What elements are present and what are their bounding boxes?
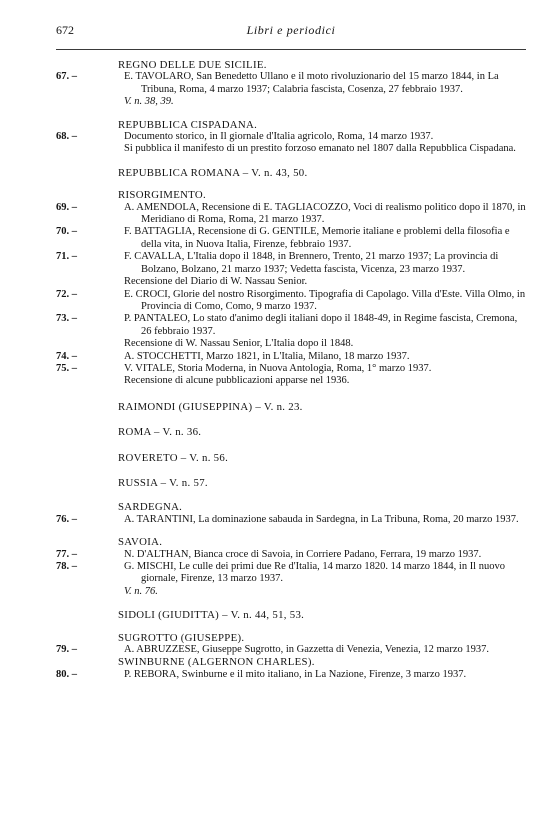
entry-text: P. PANTALEO, Lo stato d'animo degli italiani dopo il 1848-49, in Regime fascista, Cremona, 26 febbraio 1937. bbox=[124, 313, 518, 337]
entry-73 bbox=[56, 313, 526, 350]
section-heading-russia: RUSSIA – V. n. 57. bbox=[118, 476, 208, 489]
entry-71 bbox=[56, 251, 526, 288]
entry-number: 68. – bbox=[56, 131, 77, 143]
entry-text: N. D'ALTHAN, Bianca croce di Savoia, in Corriere Padano, Ferrara, 19 marzo 1937. bbox=[124, 548, 482, 560]
section-heading: SUGROTTO (GIUSEPPE). bbox=[118, 631, 245, 644]
section-heading-raimondi: RAIMONDI (GIUSEPPINA) – V. n. 23. bbox=[118, 400, 303, 413]
section-risorgimento bbox=[56, 189, 526, 388]
entry-75 bbox=[56, 363, 526, 388]
entry-text: E. CROCI, Glorie del nostro Risorgimento. Tipografia di Capolago. Villa d'Este. Villa Olmo, in Provincia di Como, Como, 9 marzo 1937. bbox=[124, 288, 526, 312]
entry-text: A. AMENDOLA, Recensione di E. TAGLIACOZZO, Voci di realismo politico dopo il 1870, in Meridiano di Roma, Roma, 21 marzo 1937. bbox=[124, 201, 526, 226]
entry-number: 69. – bbox=[56, 201, 77, 213]
entry-68 bbox=[56, 131, 526, 156]
entry-note: V. n. 76. bbox=[124, 585, 158, 597]
section-regno-delle-due-sicilie bbox=[56, 59, 526, 109]
entry-text: P. REBORA, Swinburne e il mito italiano, in La Nazione, Firenze, 3 marzo 1937. bbox=[124, 668, 467, 680]
entry-text: E. TAVOLARO, San Benedetto Ullano e il moto rivoluzionario del 15 marzo 1844, in La Tribuna, Roma, 4 marzo 1937; Calabria fascista, Cosenza, 27 febbraio 1937. bbox=[124, 71, 499, 95]
running-head: Libri e periodici bbox=[246, 23, 336, 37]
entry-text: Documento storico, in Il giornale d'Italia agricolo, Roma, 14 marzo 1937. bbox=[124, 131, 434, 143]
section-sugrotto bbox=[56, 632, 526, 657]
entry-number: 79. – bbox=[56, 644, 77, 656]
entry-number: 77. – bbox=[56, 548, 77, 560]
section-heading: SAVOIA. bbox=[118, 536, 163, 549]
section-heading-rovereto: ROVERETO – V. n. 56. bbox=[118, 451, 229, 464]
section-heading-sidoli: SIDOLI (GIUDITTA) – V. n. 44, 51, 53. bbox=[118, 609, 305, 622]
entry-77 bbox=[56, 549, 526, 561]
entry-number: 75. – bbox=[56, 362, 77, 374]
entry-note: Recensione del Diario di W. Nassau Senior. bbox=[124, 276, 308, 288]
bibliography-list bbox=[56, 59, 526, 681]
entry-text: A. TARANTINI, La dominazione sabauda in Sardegna, in La Tribuna, Roma, 20 marzo 1937. bbox=[124, 513, 519, 525]
entry-79 bbox=[56, 644, 526, 656]
section-swinburne bbox=[56, 656, 526, 681]
entry-number: 80. – bbox=[56, 668, 77, 680]
entry-note: V. n. 38, 39. bbox=[124, 96, 174, 108]
entry-74 bbox=[56, 351, 526, 363]
entry-69 bbox=[56, 202, 526, 227]
section-heading: REGNO DELLE DUE SICILIE. bbox=[118, 59, 267, 71]
entry-text: V. VITALE, Storia Moderna, in Nuova Antologia, Roma, 1° marzo 1937. bbox=[124, 362, 432, 374]
entry-note: Recensione di alcune pubblicazioni apparse nel 1936. bbox=[124, 375, 350, 387]
entry-number: 67. – bbox=[56, 71, 77, 83]
page-number: 672 bbox=[56, 23, 74, 37]
entry-number: 72. – bbox=[56, 288, 77, 300]
entry-67 bbox=[56, 71, 526, 108]
entry-76 bbox=[56, 514, 526, 526]
section-repubblica-cispadana bbox=[56, 119, 526, 156]
entry-80 bbox=[56, 669, 526, 681]
section-heading-repubblica-romana: REPUBBLICA ROMANA – V. n. 43, 50. bbox=[118, 166, 308, 179]
section-heading: SARDEGNA. bbox=[118, 501, 183, 514]
entry-number: 71. – bbox=[56, 251, 77, 263]
entry-number: 74. – bbox=[56, 350, 77, 362]
entry-text: A. STOCCHETTI, Marzo 1821, in L'Italia, Milano, 18 marzo 1937. bbox=[124, 350, 410, 362]
entry-number: 70. – bbox=[56, 226, 77, 238]
entry-78 bbox=[56, 561, 526, 598]
entry-text: F. BATTAGLIA, Recensione di G. GENTILE, Memorie italiane e problemi della filosofia e della vita, in Nuova Italia, Firenze, febbraio 1937. bbox=[124, 226, 510, 250]
section-heading: SWINBURNE (ALGERNON CHARLES). bbox=[118, 656, 315, 669]
entry-note: Si pubblica il manifesto di un prestito forzoso emanato nel 1807 dalla Repubblica Cispadana. bbox=[124, 143, 516, 155]
entry-number: 78. – bbox=[56, 561, 77, 572]
section-heading: REPUBBLICA CISPADANA. bbox=[118, 118, 258, 131]
entry-text: F. CAVALLA, L'Italia dopo il 1848, in Brennero, Trento, 21 marzo 1937; La provincia di Bolzano, Bolzano, 21 marzo 1937; Vedetta fascista, Vicenza, 23 marzo 1937. bbox=[124, 251, 499, 275]
entry-number: 73. – bbox=[56, 313, 77, 325]
section-savoia bbox=[56, 536, 526, 598]
section-sardegna bbox=[56, 501, 526, 526]
header-rule bbox=[56, 49, 526, 50]
entry-70 bbox=[56, 226, 526, 251]
entry-number: 76. – bbox=[56, 513, 77, 525]
entry-72 bbox=[56, 289, 526, 314]
entry-note: Recensione di W. Nassau Senior, L'Italia dopo il 1848. bbox=[124, 338, 354, 350]
entry-text: A. ABRUZZESE, Giuseppe Sugrotto, in Gazzetta di Venezia, Venezia, 12 marzo 1937. bbox=[124, 644, 489, 656]
section-heading-roma: ROMA – V. n. 36. bbox=[118, 426, 202, 439]
section-heading: RISORGIMENTO. bbox=[118, 189, 206, 202]
entry-text: G. MISCHI, Le culle dei primi due Re d'Italia, 14 marzo 1820. 14 marzo 1844, in Il nuovo giornale, Firenze, 13 marzo 1937. bbox=[124, 561, 505, 585]
page-header bbox=[56, 24, 526, 38]
